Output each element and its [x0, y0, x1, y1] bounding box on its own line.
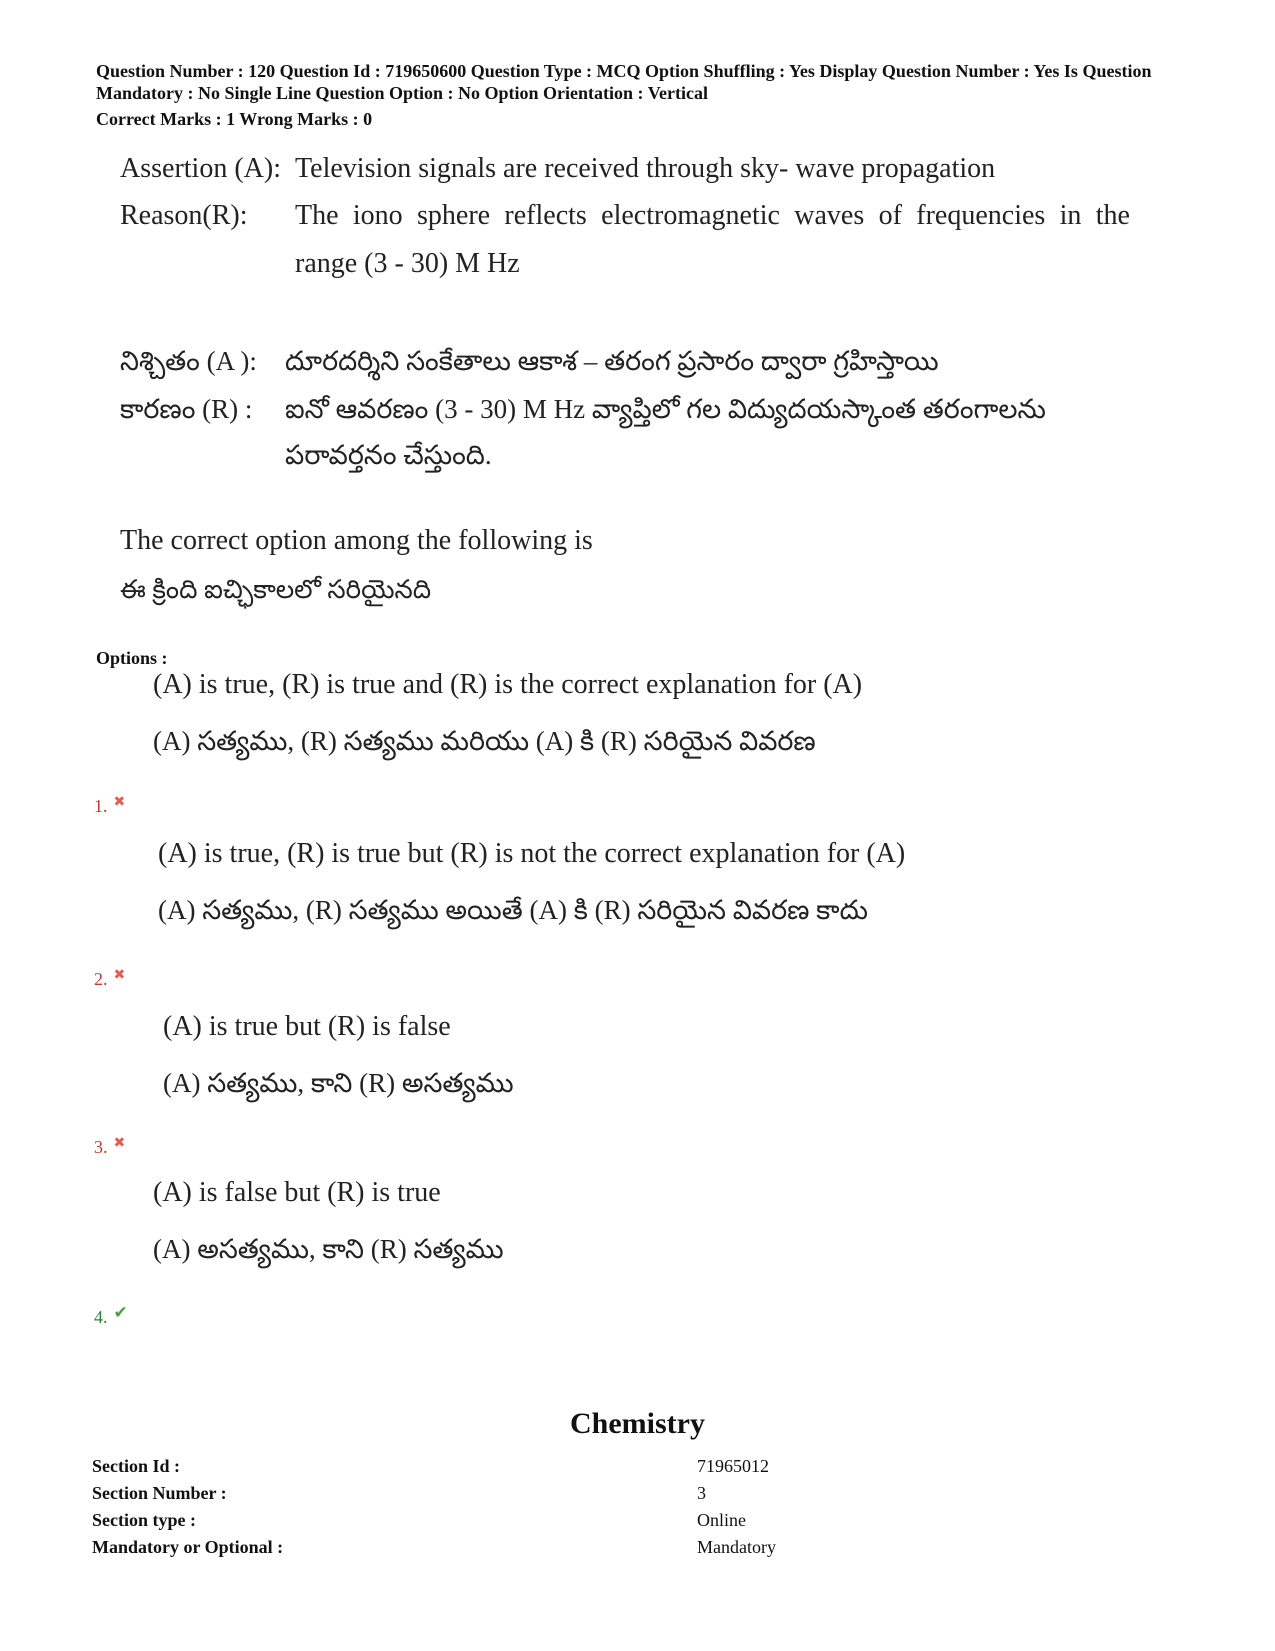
reason-text-telugu: ఐనో ఆవరణం (3 - 30) M Hz వ్యాప్తిలో గల విద్యుదయస్కాంత తరంగాలను పరావర్తనం చేస్తుంది. — [285, 394, 1046, 470]
section-title: Chemistry — [570, 1407, 705, 1440]
cross-icon: ✖ — [113, 793, 126, 810]
section-row — [92, 1480, 776, 1507]
section-row — [92, 1507, 776, 1534]
section-key: Section Number : — [92, 1483, 227, 1503]
option-3-number-label: 3. — [94, 1137, 108, 1157]
option-3-text: (A) is true but (R) is false — [163, 1011, 451, 1042]
option-2-text-telugu: (A) సత్యము, (R) సత్యము అయితే (A) కి (R) సరియైన వివరణ కాదు — [158, 895, 868, 925]
question-prompt-telugu: ఈ క్రింది ఐచ్ఛికాలలో సరియైనది — [120, 575, 432, 604]
reason-label: Reason(R): — [120, 200, 248, 231]
section-key: Section Id : — [92, 1456, 181, 1476]
question-meta-line: Question Number : 120 Question Id : 719650600 Question Type : MCQ Option Shuffling : Yes Display Question Number : Yes Is Question Mandatory : No Single Line Question Option : No Option Orientation : Vertical — [96, 61, 1152, 103]
assertion-row — [120, 152, 1130, 186]
assertion-label: Assertion (A): — [120, 153, 281, 184]
section-info-table — [92, 1453, 776, 1561]
option-1-text: (A) is true, (R) is true and (R) is the correct explanation for (A) — [153, 669, 863, 700]
assertion-label-telugu: నిశ్చితం (A ): — [120, 346, 257, 376]
section-row — [92, 1453, 776, 1480]
option-3-number — [94, 1134, 126, 1158]
option-1-number-label: 1. — [94, 796, 108, 816]
question-meta — [96, 60, 1196, 130]
section-value: 71965012 — [697, 1456, 769, 1476]
option-4-number-label: 4. — [94, 1307, 108, 1327]
option-1[interactable] — [153, 668, 862, 758]
reason-row-telugu — [120, 392, 1120, 478]
question-prompt: The correct option among the following is — [120, 525, 593, 556]
section-key: Mandatory or Optional : — [92, 1537, 284, 1557]
marks-line: Correct Marks : 1 Wrong Marks : 0 — [96, 109, 373, 129]
assertion-reason-english — [120, 152, 1130, 288]
reason-label-telugu: కారణం (R) : — [120, 394, 253, 424]
reason-text: The iono sphere reflects electromagnetic waves of frequencies in the range (3 - 30) M Hz — [295, 200, 1130, 279]
option-2-number-label: 2. — [94, 969, 108, 989]
option-2-number — [94, 966, 126, 990]
option-2-text: (A) is true, (R) is true but (R) is not the correct explanation for (A) — [158, 838, 906, 869]
assertion-reason-telugu — [120, 344, 1120, 478]
option-4-number — [94, 1302, 128, 1328]
option-2[interactable] — [158, 837, 905, 927]
section-value: Mandatory — [697, 1537, 776, 1557]
cross-icon: ✖ — [113, 1134, 126, 1151]
assertion-text-telugu: దూరదర్శిని సంకేతాలు ఆకాశ – తరంగ ప్రసారం ద్వారా గ్రహిస్తాయి — [285, 346, 939, 376]
option-4-text-telugu: (A) అసత్యము, కాని (R) సత్యము — [153, 1234, 504, 1264]
cross-icon: ✖ — [113, 966, 126, 983]
section-key: Section type : — [92, 1510, 196, 1530]
section-value: 3 — [697, 1483, 706, 1503]
option-4-text: (A) is false but (R) is true — [153, 1177, 441, 1208]
check-icon: ✔ — [113, 1302, 128, 1323]
options-label: Options : — [96, 648, 168, 668]
section-row — [92, 1534, 776, 1561]
section-value: Online — [697, 1510, 746, 1530]
option-3[interactable] — [163, 1010, 514, 1100]
option-1-number — [94, 793, 126, 817]
option-1-text-telugu: (A) సత్యము, (R) సత్యము మరియు (A) కి (R) సరియైన వివరణ — [153, 726, 816, 756]
assertion-row-telugu — [120, 344, 1120, 378]
reason-row — [120, 199, 1130, 288]
option-3-text-telugu: (A) సత్యము, కాని (R) అసత్యము — [163, 1068, 514, 1098]
option-4[interactable] — [153, 1176, 504, 1266]
assertion-text: Television signals are received through sky- wave propagation — [295, 153, 996, 184]
